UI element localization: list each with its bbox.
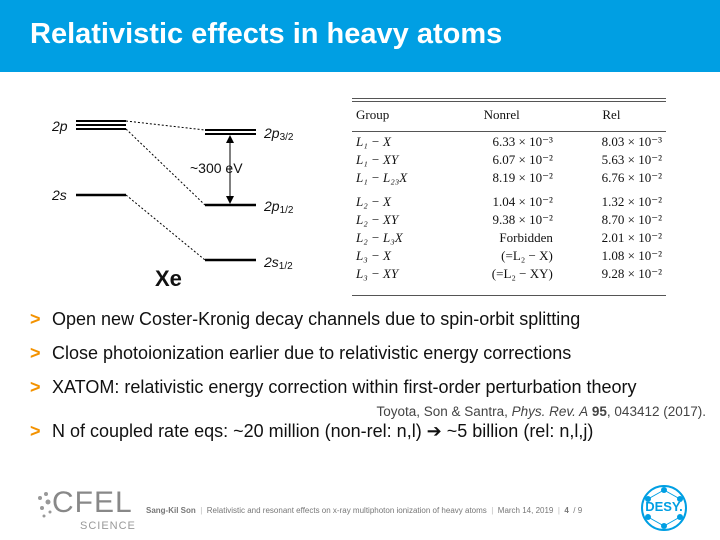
table-cell: L₂ − XY — [356, 212, 399, 227]
cfel-logo-text: CFEL — [52, 486, 133, 519]
label-2p32: $2p_{3/2}$ — [264, 125, 294, 143]
table-cell: L₃ − XY — [356, 266, 399, 281]
table-row — [352, 169, 666, 187]
gap-label: ~300 eV — [190, 160, 243, 176]
bullet-item — [30, 420, 710, 442]
table-cell: 8.03 × 10⁻³ — [601, 134, 662, 149]
table-header-row — [352, 98, 666, 129]
desy-logo-text: DESY. — [645, 499, 683, 514]
footer-text: Sang-Kil Son | Relativistic and resonant effects on x-ray multiphoton ionization of heavy atoms | March 14, 2019 | 4 / 9 — [146, 506, 583, 515]
label-2p12: $2p_{1/2}$ — [264, 198, 294, 216]
ref-authors: Toyota, Son & Santra, — [376, 404, 512, 419]
table-cell: 5.63 × 10⁻² — [601, 152, 662, 167]
table-row — [352, 211, 666, 229]
reference — [377, 404, 707, 419]
cfel-logo — [30, 486, 140, 539]
table-row — [352, 229, 666, 247]
table-cell: L₂ − L₃X — [356, 230, 403, 245]
bullet-list — [30, 308, 710, 454]
table-cell: 6.76 × 10⁻² — [601, 170, 662, 185]
table-cell: 8.70 × 10⁻² — [601, 212, 662, 227]
table-cell: 1.32 × 10⁻² — [601, 194, 662, 209]
table-cell: (=L₂ − X) — [501, 248, 553, 263]
footer-talk: Relativistic and resonant effects on x-ray multiphoton ionization of heavy atoms — [206, 506, 487, 515]
table-row — [352, 265, 666, 283]
title-bar — [0, 0, 720, 72]
table-cell: 1.08 × 10⁻² — [601, 248, 662, 263]
footer-page: 4 — [564, 506, 569, 515]
rates-table — [352, 98, 666, 283]
slide-title: Relativistic effects in heavy atoms — [30, 18, 503, 50]
bullet-item — [30, 308, 710, 330]
table-row — [352, 133, 666, 151]
table-cell: (=L₂ − XY) — [491, 266, 553, 281]
footer-date: March 14, 2019 — [497, 506, 554, 515]
table-cell: L₁ − X — [356, 134, 391, 149]
desy-logo — [640, 484, 688, 537]
bullet-item — [30, 376, 710, 398]
label-left-2s: 2s — [52, 187, 67, 203]
table-cell: 9.28 × 10⁻² — [601, 266, 662, 281]
table-cell: Forbidden — [499, 230, 553, 245]
table-cell: L₁ − XY — [356, 152, 399, 167]
bullet-arrow-icon: > — [30, 421, 41, 441]
energy-level-diagram — [0, 80, 340, 300]
table-cell: L₂ − X — [356, 194, 391, 209]
table-row — [352, 151, 666, 169]
col-header-group: Group — [356, 107, 390, 122]
table-cell: 2.01 × 10⁻² — [601, 230, 662, 245]
col-header-rel: Rel — [602, 107, 621, 122]
ref-journal: Phys. Rev. A — [511, 404, 589, 419]
table-rule-bottom — [352, 295, 666, 296]
label-2s12: $2s_{1/2}$ — [264, 254, 293, 272]
element-label: Xe — [155, 266, 182, 291]
table-cell: 1.04 × 10⁻² — [492, 194, 553, 209]
table-row — [352, 247, 666, 265]
footer-total: 9 — [577, 506, 583, 515]
table-cell: 6.33 × 10⁻³ — [492, 134, 553, 149]
bullet-item — [30, 342, 710, 364]
label-left-2p: 2p — [52, 118, 68, 134]
table-cell: 8.19 × 10⁻² — [492, 170, 553, 185]
bullet-arrow-icon: > — [30, 377, 41, 397]
table-cell: 6.07 × 10⁻² — [492, 152, 553, 167]
bullet-text: N of coupled rate eqs: ~20 million (non-rel: n,l) ➔ ~5 billion (rel: n,l,j) — [52, 421, 594, 441]
ref-rest: , 043412 (2017). — [606, 404, 706, 419]
bullet-arrow-icon: > — [30, 343, 41, 363]
table-cell: 9.38 × 10⁻² — [492, 212, 553, 227]
cfel-logo-sub: SCIENCE — [80, 520, 136, 532]
table-row — [352, 193, 666, 211]
footer-author: Sang-Kil Son — [146, 506, 196, 515]
bullet-text: XATOM: relativistic energy correction within first-order perturbation theory — [52, 377, 637, 397]
table-cell: L₁ − L₂₃X — [356, 170, 408, 185]
bullet-arrow-icon: > — [30, 309, 41, 329]
table-cell: L₃ − X — [356, 248, 391, 263]
ref-volume: 95 — [591, 404, 607, 419]
col-header-nonrel: Nonrel — [483, 107, 520, 122]
bullet-text: Close photoionization earlier due to relativistic energy corrections — [52, 343, 572, 363]
bullet-text: Open new Coster-Kronig decay channels due to spin-orbit splitting — [52, 309, 581, 329]
